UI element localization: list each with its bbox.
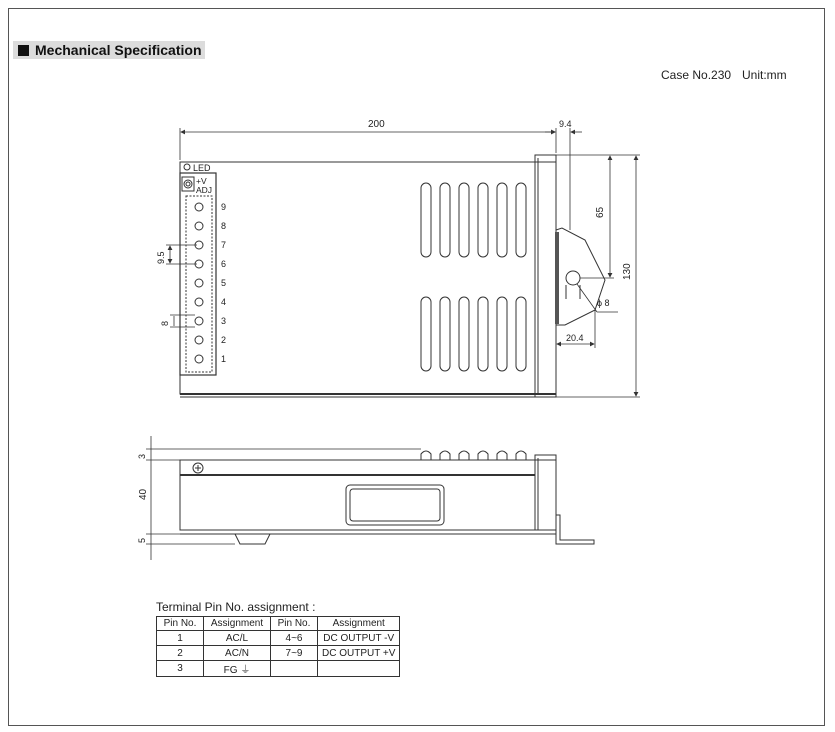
terminal-number: 9	[221, 202, 227, 212]
side-bracket	[556, 515, 594, 544]
table-cell: DC OUTPUT -V	[318, 631, 400, 646]
terminal-screws	[195, 203, 203, 363]
table-header-row	[157, 617, 400, 631]
table-cell	[318, 661, 400, 677]
table-cell: DC OUTPUT +V	[318, 646, 400, 661]
terminal-number: 1	[221, 354, 227, 364]
section-title: Mechanical Specification	[35, 42, 202, 58]
terminal-number: 2	[221, 335, 227, 345]
dim-side-bottom: 5	[137, 537, 147, 543]
dim-width: 200	[368, 119, 385, 130]
column-header: Assignment	[204, 617, 271, 631]
led-indicator	[184, 164, 190, 170]
terminal-number: 6	[221, 259, 227, 269]
terminal-number: 5	[221, 278, 227, 288]
table-cell: 2	[157, 646, 204, 661]
side-window	[346, 485, 444, 525]
dim-height: 130	[622, 263, 633, 280]
table-cell: 1	[157, 631, 204, 646]
table-cell: AC/N	[204, 646, 271, 661]
vent-slots-upper	[421, 183, 526, 257]
table-cell: FG ⏚	[204, 661, 271, 677]
dim-terminal: 8	[160, 320, 170, 326]
dim-hole-dia: ϕ 8	[597, 298, 610, 308]
table-cell: AC/L	[204, 631, 271, 646]
side-body	[180, 460, 556, 530]
dim-hole-offset: 65	[595, 206, 606, 218]
table-cell: 4~6	[271, 631, 318, 646]
case-number: Case No.230	[661, 68, 732, 82]
top-view	[166, 128, 640, 397]
terminal-number: 3	[221, 316, 227, 326]
column-header: Assignment	[318, 617, 400, 631]
table-cell: 7~9	[271, 646, 318, 661]
vadj-label-top: +V	[196, 176, 207, 186]
dim-bracket: 20.4	[566, 333, 584, 343]
case-outline	[180, 162, 556, 394]
dim-side-top: 3	[137, 453, 147, 459]
side-view	[146, 436, 594, 560]
column-header: Pin No.	[271, 617, 318, 631]
terminal-number: 4	[221, 297, 227, 307]
table-cell	[271, 661, 318, 677]
pin-assignment-table	[156, 616, 400, 677]
table-row	[157, 661, 400, 677]
table-cell: 3	[157, 661, 204, 677]
led-label: LED	[193, 163, 211, 173]
side-foot	[235, 534, 270, 544]
mounting-hole	[566, 271, 580, 285]
vent-slots-lower	[421, 297, 526, 371]
terminal-number: 7	[221, 240, 227, 250]
unit-label: Unit:mm	[742, 68, 787, 82]
column-header: Pin No.	[157, 617, 204, 631]
mounting-bracket	[556, 228, 605, 325]
side-fins	[421, 451, 526, 460]
terminal-numbers	[221, 202, 226, 364]
terminal-number: 8	[221, 221, 227, 231]
dim-flange: 9.4	[559, 119, 572, 129]
table-row	[157, 631, 400, 646]
table-row	[157, 646, 400, 661]
pin-table-caption: Terminal Pin No. assignment :	[156, 600, 316, 614]
vadj-label-bottom: ADJ	[196, 185, 213, 195]
dim-side-body: 40	[138, 488, 149, 500]
dim-pitch: 9.5	[156, 251, 166, 264]
